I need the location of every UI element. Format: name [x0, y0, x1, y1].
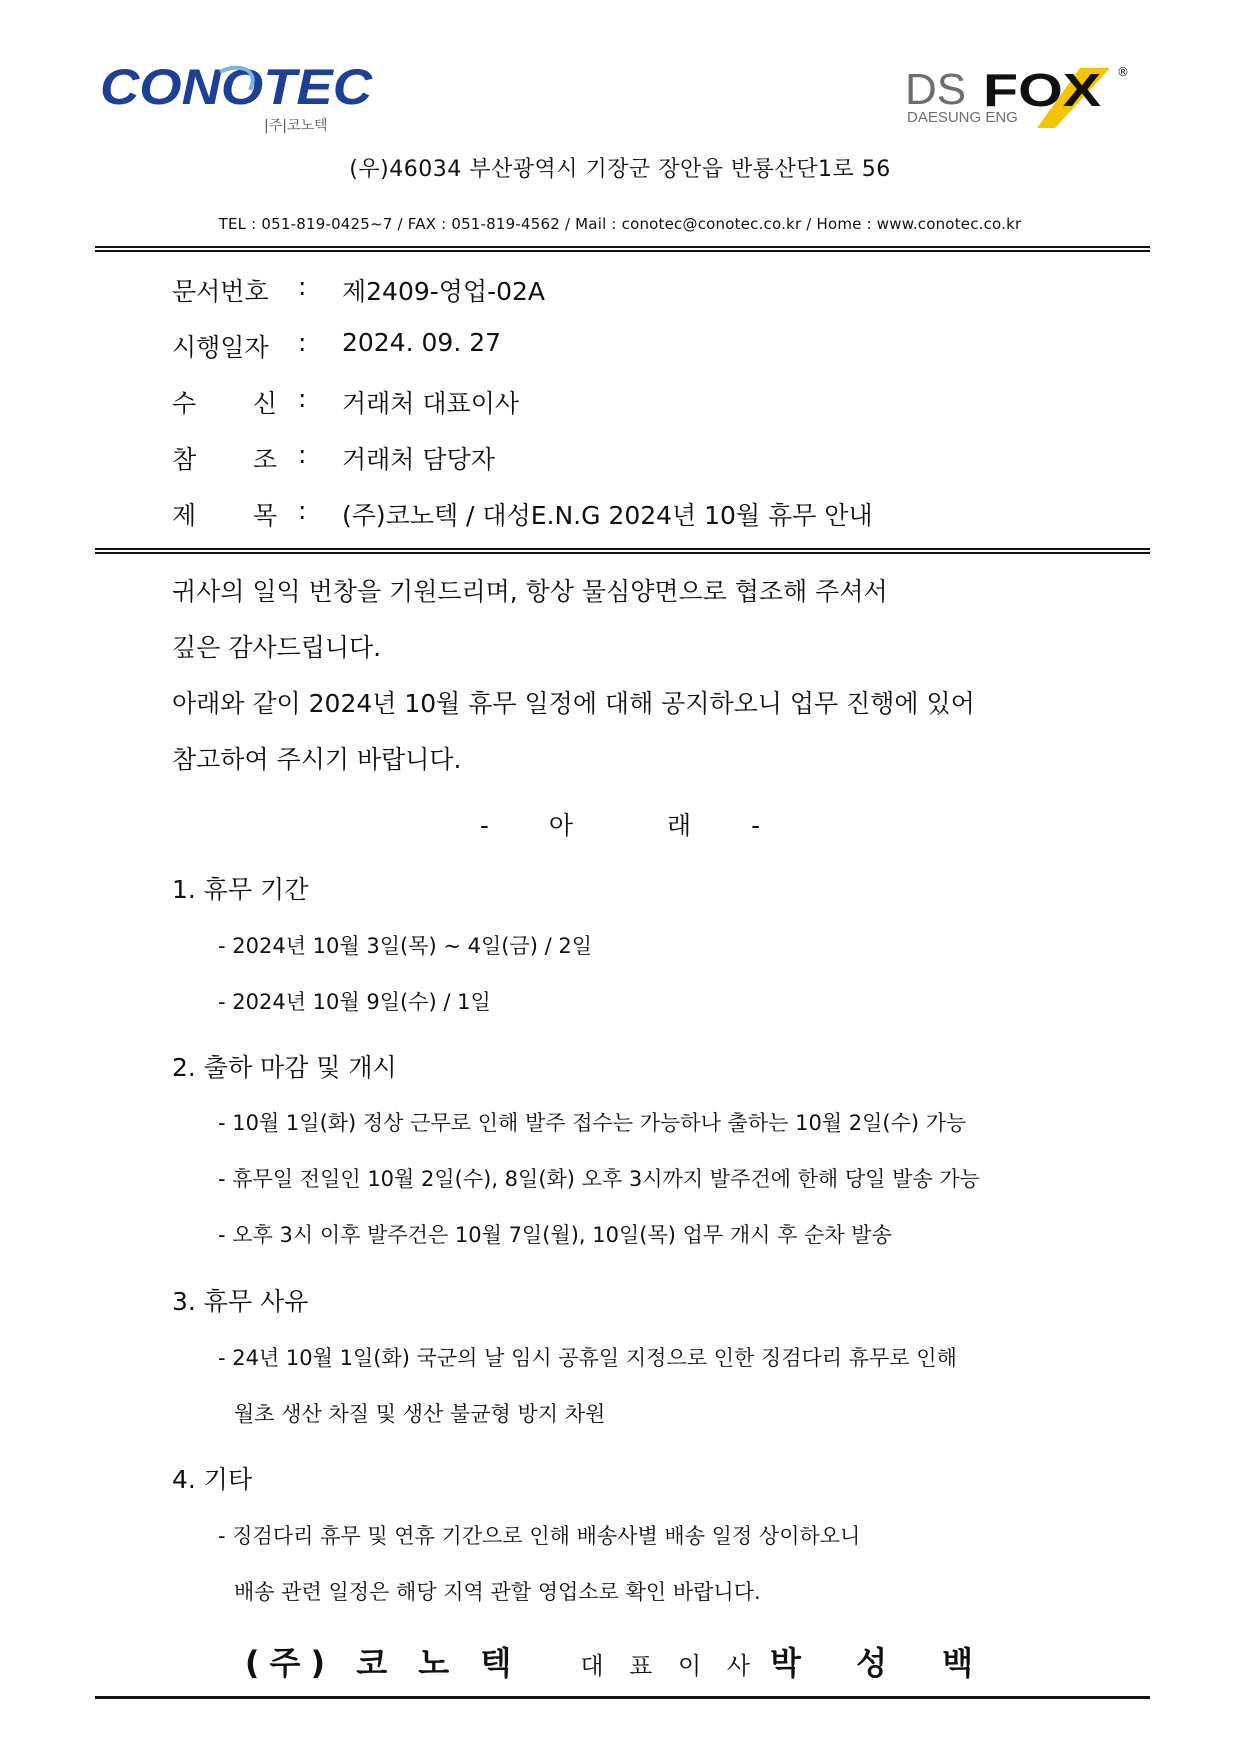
reference-label-char: 조 — [252, 445, 277, 474]
doc-number-value: 제2409-영업-02A — [342, 277, 546, 306]
body-divider — [95, 548, 1150, 554]
section-title: 2. 출하 마감 및 개시 — [172, 1053, 397, 1082]
recipient-value: 거래처 대표이사 — [342, 389, 519, 418]
conotec-logo-text: CONOTEC — [100, 60, 373, 115]
subject-label-char: 목 — [252, 501, 277, 530]
conotec-logo — [100, 60, 380, 140]
dsfox-logo-fox: FOX — [983, 64, 1102, 116]
reference-label — [172, 440, 277, 476]
issue-date-colon: : — [298, 328, 307, 357]
issue-date-value: 2024. 09. 27 — [342, 328, 502, 357]
section-item: 월초 생산 차질 및 생산 불균형 방지 차원 — [234, 1402, 606, 1426]
subject-colon: : — [298, 496, 307, 525]
recipient-colon: : — [298, 384, 307, 413]
doc-number-colon: : — [298, 272, 307, 301]
subject-value: (주)코노텍 / 대성E.N.G 2024년 10월 휴무 안내 — [342, 501, 873, 530]
dsfox-logo — [905, 62, 1135, 132]
signature-title: 대 표 이 사 — [580, 1652, 759, 1680]
intro-line: 참고하여 주시기 바랍니다. — [172, 745, 462, 774]
section-item: 배송 관련 일정은 해당 지역 관할 영업소로 확인 바랍니다. — [234, 1580, 761, 1604]
below-heading-char: 래 — [666, 811, 692, 840]
signature-name: 박 성 백 — [770, 1644, 996, 1682]
section-item: - 24년 10월 1일(화) 국군의 날 임시 공휴일 지정으로 인한 징검다리 휴무로 인해 — [218, 1346, 957, 1370]
intro-line: 아래와 같이 2024년 10월 휴무 일정에 대해 공지하오니 업무 진행에 있어 — [172, 689, 975, 718]
section-item: - 10월 1일(화) 정상 근무로 인해 발주 접수는 가능하나 출하는 10월 2일(수) 가능 — [218, 1111, 967, 1135]
section-item: - 2024년 10월 9일(수) / 1일 — [218, 990, 491, 1014]
section-item: - 2024년 10월 3일(목) ~ 4일(금) / 2일 — [218, 934, 592, 958]
reference-colon: : — [298, 440, 307, 469]
dsfox-logo-sub: DAESUNG ENG — [907, 109, 1018, 126]
header-divider — [95, 246, 1150, 252]
intro-line: 귀사의 일익 번창을 기원드리며, 항상 물심양면으로 협조해 주셔서 — [172, 577, 888, 606]
below-heading-char: - — [479, 811, 489, 840]
below-heading — [0, 806, 1240, 842]
section-title: 4. 기타 — [172, 1465, 253, 1494]
recipient-label-char: 신 — [252, 389, 277, 418]
company-address: (우)46034 부산광역시 기장군 장안읍 반룡산단1로 56 — [349, 157, 891, 182]
below-heading-char: 아 — [548, 811, 574, 840]
dsfox-logo-ds: DS — [905, 65, 967, 114]
section-item: - 오후 3시 이후 발주건은 10월 7일(월), 10일(목) 업무 개시 후 순차 발송 — [218, 1223, 892, 1247]
company-contact: TEL : 051-819-0425~7 / FAX : 051-819-4562 / Mail : conotec@conotec.co.kr / Home : www.conotec.co.kr — [218, 215, 1022, 233]
recipient-label-char: 수 — [172, 389, 197, 418]
section-title: 1. 휴무 기간 — [172, 875, 309, 904]
signature-block — [0, 1638, 1240, 1684]
reference-value: 거래처 담당자 — [342, 445, 495, 474]
section-title: 3. 휴무 사유 — [172, 1287, 309, 1316]
footer-divider — [95, 1696, 1150, 1699]
registered-mark: ® — [1117, 65, 1129, 79]
below-heading-char: - — [751, 811, 761, 840]
signature-company: (주) 코 노 텍 — [244, 1644, 522, 1682]
conotec-logo-sub: |주|코노텍 — [264, 118, 328, 134]
section-item: - 징검다리 휴무 및 연휴 기간으로 인해 배송사별 배송 일정 상이하오니 — [218, 1524, 861, 1548]
section-item: - 휴무일 전일인 10월 2일(수), 8일(화) 오후 3시까지 발주건에 한해 당일 발송 가능 — [218, 1167, 980, 1191]
issue-date-label: 시행일자 — [172, 333, 269, 362]
subject-label-char: 제 — [172, 501, 197, 530]
subject-label — [172, 496, 277, 532]
reference-label-char: 참 — [172, 445, 197, 474]
doc-number-label: 문서번호 — [172, 277, 269, 306]
intro-line: 깊은 감사드립니다. — [172, 633, 382, 662]
recipient-label — [172, 384, 277, 420]
